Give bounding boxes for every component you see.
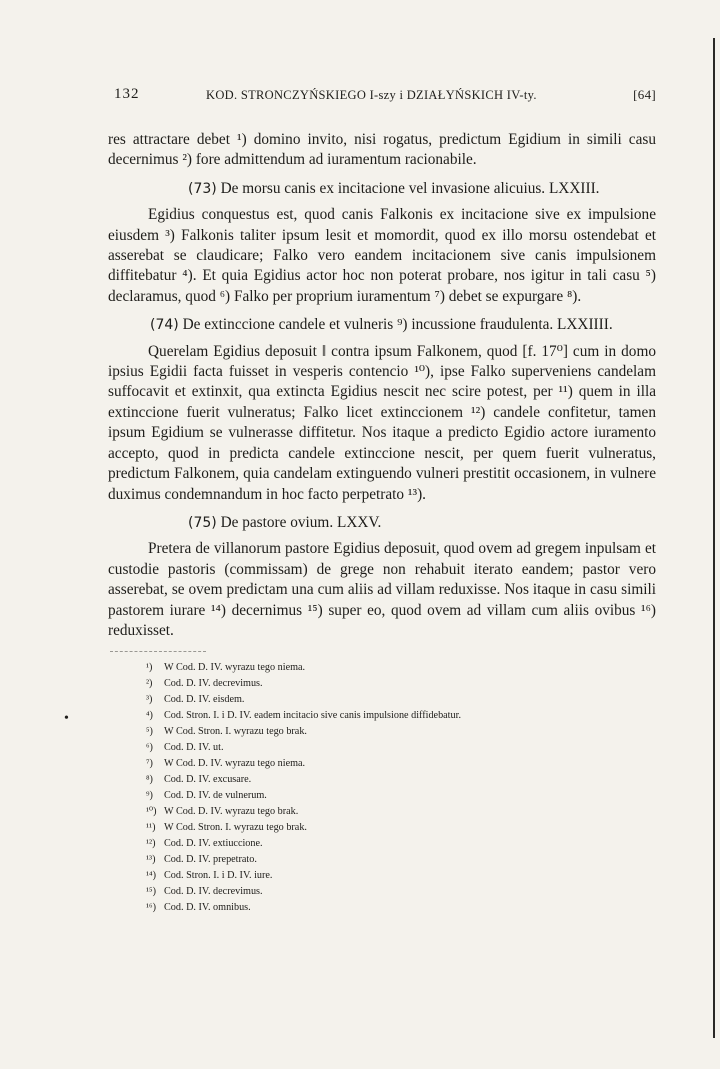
section-title: De pastore ovium. LXXV. bbox=[220, 513, 382, 531]
footnote: ¹⁴) Cod. Stron. I. i D. IV. iure. bbox=[146, 870, 273, 882]
footnote: ¹⁵) Cod. D. IV. decrevimus. bbox=[146, 886, 263, 898]
section-title: De morsu canis ex incitacione vel invasione alicuius. LXXIII. bbox=[220, 179, 600, 197]
footnote-divider bbox=[110, 651, 206, 652]
running-head bbox=[108, 84, 656, 106]
section-paragraph: Querelam Egidius deposuit ‖ contra ipsum Falkonem, quod [f. 17⁰] cum in domo ipsius Egidii facta fuisset in vesperis contencio ¹⁰), ipse Falko superveniens candelam suffocavit et extinxit, qua extincta Egidius nescit nec scire potest, per ¹¹) quem in illa extinccione fuerit vulneratus; Falko licet extinccionem ¹²) candele confitetur, tamen ipsum Egidium se vulnerasse diffitetur. Nos itaque a predicto Egidio actore iuramento accepto, quod in predicta candele extinccione nescit, per quem fuerit vulneratus, predictum Falkonem, quia candelam extinguendo vulneri prestitit occasionem, in vulnere duximus condemnandum in hoc facto perpetrato ¹³). bbox=[108, 342, 656, 503]
section-heading-73 bbox=[108, 179, 656, 199]
section-number: (73) bbox=[188, 180, 217, 197]
footnote: ⁸) Cod. D. IV. excusare. bbox=[146, 774, 252, 786]
page-number: 132 bbox=[114, 86, 140, 102]
section-number: (75) bbox=[188, 514, 217, 531]
footnote: ⁴) Cod. Stron. I. i D. IV. eadem incitacio sive canis impulsione diffidebatur. bbox=[146, 710, 461, 722]
page-edge-line bbox=[713, 38, 715, 1038]
section-title: De extinccione candele et vulneris ⁹) incussione fraudulenta. LXXIIII. bbox=[182, 316, 613, 334]
section-paragraph: Egidius conquestus est, quod canis Falkonis ex incitacione sive ex impulsione eiusdem ³) Falkonis taliter ipsum lesit et momordit, quod ex illo morsu ostendebat et asserebat se claudicare; Falko vero eandem incitacionem sive canis impulsionem diffitebatur ⁴). Et quia Egidius actor hoc non poterat probare, nos igitur in tali casu ⁵) declaramus, quod ⁶) Falko per proprium iuramentum ⁷) debet se expurgare ⁸). bbox=[108, 206, 656, 305]
footnote: ¹²) Cod. D. IV. extiuccione. bbox=[146, 838, 263, 850]
section-number: (74) bbox=[150, 317, 179, 334]
section-paragraph: Pretera de villanorum pastore Egidius deposuit, quod ovem ad gregem inpulsam et custodie pastoris (commissam) de grege non rehabuit iterato eandem; pastor vero asserebat, se ovem predictam una cum aliis ad villam reduxisse. Nos itaque in casu simili pastorem iurare ¹⁴) decernimus ¹⁵) super eo, quod ovem ad villam cum aliis ovibus ¹⁶) reduxisset. bbox=[108, 540, 656, 639]
footnote: ⁶) Cod. D. IV. ut. bbox=[146, 742, 224, 754]
footnote: ⁹) Cod. D. IV. de vulnerum. bbox=[146, 790, 267, 802]
section-heading-75 bbox=[108, 513, 656, 533]
section-heading-74 bbox=[108, 315, 656, 335]
footnote: ²) Cod. D. IV. decrevimus. bbox=[146, 678, 263, 690]
footnote: ¹⁶) Cod. D. IV. omnibus. bbox=[146, 902, 251, 914]
running-title: KOD. STRONCZYŃSKIEGO I-szy i DZIAŁYŃSKICH IV-ty. bbox=[206, 88, 537, 102]
margin-bullet: • bbox=[64, 711, 69, 726]
footnote: ⁵) W Cod. Stron. I. wyrazu tego brak. bbox=[146, 726, 307, 738]
footnote: ³) Cod. D. IV. eisdem. bbox=[146, 694, 245, 706]
footnote: ¹⁰) W Cod. D. IV. wyrazu tego brak. bbox=[146, 806, 299, 818]
footnote: ⁷) W Cod. D. IV. wyrazu tego niema. bbox=[146, 758, 306, 770]
footnote: ¹) W Cod. D. IV. wyrazu tego niema. bbox=[146, 662, 306, 674]
footnote: ¹³) Cod. D. IV. prepetrato. bbox=[146, 854, 257, 866]
main-text bbox=[108, 130, 656, 641]
page bbox=[108, 84, 656, 916]
continued-paragraph: res attractare debet ¹) domino invito, nisi rogatus, predictum Egidium in simili casu decernimus ²) fore admittendum ad iuramentum racionabile. bbox=[108, 131, 656, 169]
folio-reference: [64] bbox=[633, 87, 656, 102]
footnote: ¹¹) W Cod. Stron. I. wyrazu tego brak. bbox=[146, 822, 307, 834]
footnotes bbox=[108, 660, 656, 916]
